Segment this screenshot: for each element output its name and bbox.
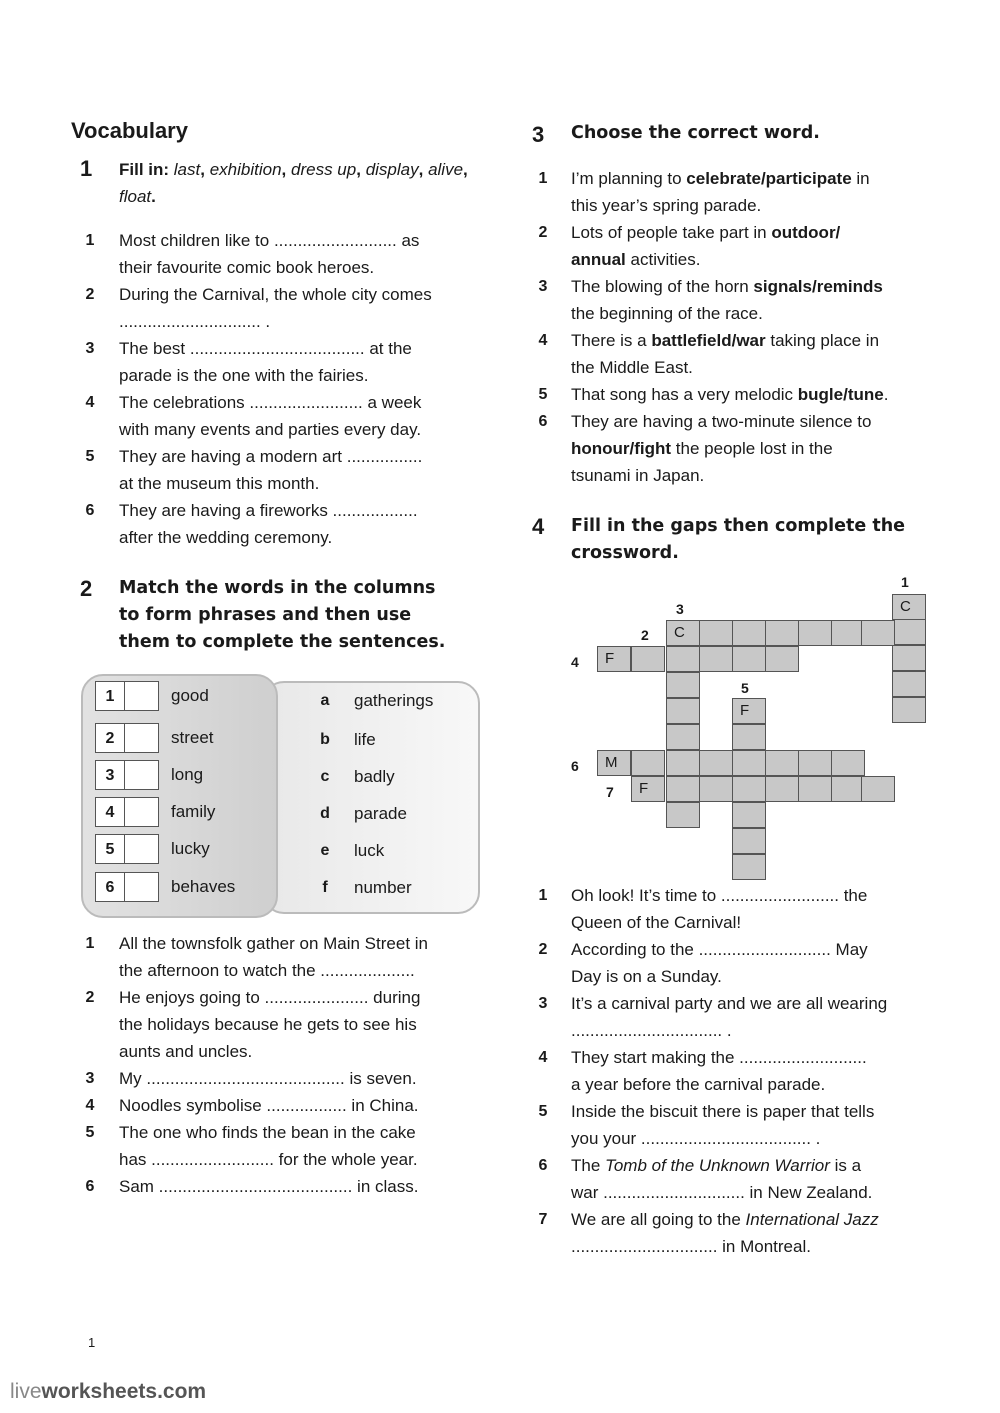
- crossword-cell[interactable]: [892, 697, 926, 723]
- clue-number: 6: [571, 758, 579, 774]
- crossword-cell[interactable]: [666, 672, 700, 698]
- title-line: them to complete the sentences.: [119, 632, 446, 652]
- exercise-item: [80, 1065, 480, 1092]
- item-number: 3: [538, 278, 548, 295]
- match-letter: d: [320, 805, 330, 822]
- item-text: He enjoys going to ...................... during: [119, 988, 421, 1007]
- match-number: 3: [95, 760, 125, 790]
- item-number: 6: [538, 1157, 548, 1174]
- item-text: you your .................................... .: [571, 1129, 821, 1148]
- item-number: 2: [538, 224, 548, 241]
- item-number: 5: [85, 448, 95, 465]
- crossword-cell[interactable]: [732, 802, 766, 828]
- crossword-cell[interactable]: [892, 671, 926, 697]
- item-text: All the townsfolk gather on Main Street in: [119, 934, 428, 953]
- match-number: 1: [95, 681, 125, 711]
- item-number: 6: [538, 413, 548, 430]
- exercise-item: [80, 281, 480, 335]
- match-number: 2: [95, 723, 125, 753]
- item-text: ................................ .: [571, 1021, 732, 1040]
- section-4-title: [571, 513, 905, 567]
- item-number: 5: [538, 386, 548, 403]
- section-1-number: 1: [80, 156, 93, 181]
- item-number: 2: [85, 286, 95, 303]
- item-text: The celebrations ........................ a week: [119, 393, 422, 412]
- item-number: 1: [538, 887, 548, 904]
- crossword-cell[interactable]: [699, 750, 733, 776]
- crossword-cell[interactable]: [699, 646, 733, 672]
- match-number: 5: [95, 834, 125, 864]
- crossword-cell[interactable]: [699, 620, 733, 646]
- clue-number: 7: [606, 784, 614, 800]
- item-text: Inside the biscuit there is paper that tells: [571, 1102, 875, 1121]
- item-text: Queen of the Carnival!: [571, 913, 742, 932]
- item-number: 4: [85, 1097, 95, 1114]
- item-text: their favourite comic book heroes.: [119, 258, 375, 277]
- item-text: The: [571, 1156, 606, 1175]
- item-text: The blowing of the horn: [571, 277, 754, 296]
- section-2-items: [80, 930, 480, 1200]
- item-text: .: [883, 385, 889, 404]
- answer-box[interactable]: [125, 834, 159, 864]
- section-4-items: [533, 882, 933, 1260]
- exercise-item: [533, 1098, 933, 1152]
- item-text: parade is the one with the fairies.: [119, 366, 369, 385]
- exercise-item: [533, 408, 933, 489]
- crossword-cell[interactable]: [666, 646, 700, 672]
- word-bank-item: dress up: [291, 160, 357, 179]
- item-number: 4: [538, 332, 548, 349]
- item-number: 4: [538, 1049, 548, 1066]
- crossword-cell[interactable]: [732, 620, 766, 646]
- exercise-item: [80, 984, 480, 1065]
- crossword-cell[interactable]: [765, 776, 799, 802]
- word-bank-item: display: [365, 160, 419, 179]
- match-word: street: [171, 728, 214, 747]
- section-3-number: 3: [532, 122, 545, 147]
- section-4-number: 4: [532, 514, 545, 539]
- item-text: They start making the ...........................: [571, 1048, 867, 1067]
- crossword-cell[interactable]: [798, 750, 832, 776]
- crossword-cell[interactable]: [732, 828, 766, 854]
- item-text: a year before the carnival parade.: [571, 1075, 826, 1094]
- answer-box[interactable]: [125, 681, 159, 711]
- exercise-item: [80, 930, 480, 984]
- item-text: tsunami in Japan.: [571, 466, 705, 485]
- match-word: number: [354, 878, 412, 897]
- crossword-cell[interactable]: [666, 724, 700, 750]
- exercise-item: [533, 936, 933, 990]
- section-heading-vocabulary: Vocabulary: [71, 118, 188, 143]
- word-choice[interactable]: annual: [571, 250, 626, 269]
- crossword-cell[interactable]: M: [597, 750, 631, 776]
- exercise-item: [80, 1173, 480, 1200]
- answer-box[interactable]: [125, 797, 159, 827]
- item-number: 7: [538, 1211, 548, 1228]
- item-text: activities.: [625, 250, 701, 269]
- crossword-cell[interactable]: [831, 776, 865, 802]
- item-number: 3: [85, 1070, 95, 1087]
- exercise-item: [533, 1206, 933, 1260]
- item-text: During the Carnival, the whole city comes: [119, 285, 432, 304]
- exercise-item: [80, 227, 480, 281]
- section-2-number: 2: [80, 576, 93, 601]
- logo-text-bold: worksheets.com: [41, 1380, 207, 1403]
- item-text-italic: Tomb of the Unknown Warrior: [605, 1156, 830, 1175]
- exercise-item: [80, 389, 480, 443]
- match-number: 6: [95, 872, 125, 902]
- word-choice[interactable]: celebrate/participate: [686, 169, 852, 188]
- exercise-item: [533, 219, 933, 273]
- match-word: good: [171, 686, 209, 705]
- item-text: It’s a carnival party and we are all wearing: [571, 994, 888, 1013]
- exercise-item: [533, 1152, 933, 1206]
- crossword-cell[interactable]: [666, 750, 700, 776]
- crossword-cell[interactable]: [861, 776, 895, 802]
- item-text: My .......................................... is seven.: [119, 1069, 417, 1088]
- logo-text-light: live: [10, 1380, 42, 1403]
- crossword-cell[interactable]: [798, 776, 832, 802]
- match-word: long: [171, 765, 204, 784]
- crossword-cell[interactable]: [666, 698, 700, 724]
- crossword-cell[interactable]: [765, 750, 799, 776]
- item-number: 2: [85, 989, 95, 1006]
- title-line: to form phrases and then use: [119, 605, 412, 625]
- crossword-cell[interactable]: [732, 750, 766, 776]
- crossword-cell[interactable]: [631, 750, 665, 776]
- item-text: Day is on a Sunday.: [571, 967, 722, 986]
- item-text: They are having a two-minute silence to: [571, 412, 872, 431]
- exercise-item: [533, 165, 933, 219]
- item-number: 5: [538, 1103, 548, 1120]
- exercise-item: [80, 1092, 480, 1119]
- crossword-cell[interactable]: [699, 776, 733, 802]
- item-text: That song has a very melodic: [571, 385, 798, 404]
- crossword-cell[interactable]: [765, 646, 799, 672]
- item-text: I’m planning to: [571, 169, 687, 188]
- exercise-item: [533, 882, 933, 936]
- item-text: .............................. .: [119, 312, 271, 331]
- exercise-item: [80, 443, 480, 497]
- item-text: aunts and uncles.: [119, 1042, 253, 1061]
- exercise-item: [533, 327, 933, 381]
- item-text: Sam ......................................... in class.: [119, 1177, 419, 1196]
- item-text: has .......................... for the whole year.: [119, 1150, 418, 1169]
- section-1-instruction: Fill in: last, exhibition, dress up, display, alive, float.: [119, 160, 468, 206]
- match-letter: f: [322, 879, 328, 896]
- exercise-item: [533, 990, 933, 1044]
- crossword-cell[interactable]: [666, 802, 700, 828]
- crossword-cell[interactable]: [732, 646, 766, 672]
- item-text: taking place in: [765, 331, 880, 350]
- item-text: There is a: [571, 331, 652, 350]
- answer-box[interactable]: [125, 723, 159, 753]
- word-bank-item: float: [119, 187, 152, 206]
- crossword-cell[interactable]: [666, 776, 700, 802]
- item-text: According to the ............................ May: [571, 940, 868, 959]
- exercise-item: [80, 335, 480, 389]
- exercise-item: [80, 1119, 480, 1173]
- word-bank-item: last: [173, 160, 201, 179]
- crossword-cell[interactable]: [831, 750, 865, 776]
- site-logo: [10, 1380, 206, 1404]
- item-text: the holidays because he gets to see his: [119, 1015, 417, 1034]
- item-number: 1: [85, 935, 95, 952]
- clue-number: 3: [676, 601, 684, 617]
- item-number: 6: [85, 502, 95, 519]
- word-bank-item: alive: [428, 160, 464, 179]
- fill-in-label: Fill in:: [119, 160, 170, 179]
- clue-number: 4: [571, 654, 579, 670]
- answer-box[interactable]: [125, 760, 159, 790]
- item-number: 3: [85, 340, 95, 357]
- exercise-item: [533, 273, 933, 327]
- item-text: at the museum this month.: [119, 474, 320, 493]
- item-text: We are all going to the: [571, 1210, 746, 1229]
- item-text: The best ..................................... at the: [119, 339, 412, 358]
- item-text: the Middle East.: [571, 358, 693, 377]
- page-number: 1: [88, 1335, 96, 1350]
- item-text: They are having a fireworks ..................: [119, 501, 418, 520]
- match-word: parade: [354, 804, 407, 823]
- item-text: in: [851, 169, 870, 188]
- crossword-cell[interactable]: C: [666, 620, 700, 646]
- crossword-cell[interactable]: [798, 620, 832, 646]
- item-text: the afternoon to watch the ....................: [119, 961, 415, 980]
- word-bank-item: exhibition: [209, 160, 282, 179]
- crossword-cell[interactable]: [732, 854, 766, 880]
- match-word: life: [354, 730, 376, 749]
- crossword-cell[interactable]: F: [732, 698, 766, 724]
- item-text: the people lost in the: [671, 439, 833, 458]
- crossword-cell[interactable]: C: [892, 594, 926, 620]
- clue-number: 5: [741, 680, 749, 696]
- section-1-items: [80, 227, 480, 551]
- crossword-cell[interactable]: [892, 645, 926, 671]
- crossword-cell[interactable]: F: [631, 776, 665, 802]
- item-text: Oh look! It’s time to ......................... the: [571, 886, 868, 905]
- word-choice[interactable]: battlefield/war: [651, 331, 766, 350]
- item-text: The one who finds the bean in the cake: [119, 1123, 416, 1142]
- section-2-title: [119, 575, 499, 656]
- match-number: 4: [95, 797, 125, 827]
- match-word: gatherings: [354, 691, 434, 710]
- item-text: They are having a modern art ................: [119, 447, 423, 466]
- crossword-cell[interactable]: [892, 619, 926, 645]
- crossword-cell[interactable]: [732, 776, 766, 802]
- match-letter: e: [320, 842, 330, 859]
- crossword-cell[interactable]: [631, 646, 665, 672]
- item-number: 2: [538, 941, 548, 958]
- item-text: ............................... in Montreal.: [571, 1237, 811, 1256]
- exercise-item: [80, 497, 480, 551]
- item-text: with many events and parties every day.: [119, 420, 422, 439]
- title-line: Match the words in the columns: [119, 578, 436, 598]
- word-choice[interactable]: honour/fight: [571, 439, 672, 458]
- match-word: behaves: [171, 877, 236, 896]
- item-number: 5: [85, 1124, 95, 1141]
- item-text: Lots of people take part in: [571, 223, 772, 242]
- word-choice[interactable]: outdoor/: [771, 223, 841, 242]
- match-letter: a: [320, 692, 330, 709]
- item-number: 6: [85, 1178, 95, 1195]
- title-line: crossword.: [571, 543, 679, 563]
- title-line: Fill in the gaps then complete the: [571, 516, 906, 536]
- word-choice[interactable]: bugle/tune: [797, 385, 884, 404]
- crossword-cell[interactable]: [831, 620, 865, 646]
- item-number: 1: [538, 170, 548, 187]
- item-text: the beginning of the race.: [571, 304, 763, 323]
- crossword-cell[interactable]: [765, 620, 799, 646]
- word-choice[interactable]: signals/reminds: [753, 277, 883, 296]
- crossword-cell[interactable]: F: [597, 646, 631, 672]
- item-text: war .............................. in New Zealand.: [571, 1183, 873, 1202]
- crossword-cell[interactable]: [732, 724, 766, 750]
- match-letter: c: [320, 768, 330, 785]
- match-word: lucky: [171, 839, 210, 858]
- match-word: badly: [354, 767, 395, 786]
- item-number: 3: [538, 995, 548, 1012]
- crossword-cell[interactable]: [861, 620, 895, 646]
- match-letter: b: [320, 731, 330, 748]
- item-text: this year’s spring parade.: [571, 196, 762, 215]
- match-word: family: [171, 802, 216, 821]
- item-number: 1: [85, 232, 95, 249]
- section-3-items: [533, 165, 933, 489]
- item-number: 4: [85, 394, 95, 411]
- item-text: is a: [829, 1156, 862, 1175]
- match-word: luck: [354, 841, 385, 860]
- section-3-title: Choose the correct word.: [571, 123, 820, 143]
- exercise-item: [533, 381, 933, 408]
- exercise-item: [533, 1044, 933, 1098]
- item-text-italic: International Jazz: [745, 1210, 879, 1229]
- item-text: Noodles symbolise ................. in China.: [119, 1096, 419, 1115]
- clue-number: 1: [901, 574, 909, 590]
- clue-number: 2: [641, 627, 649, 643]
- answer-box[interactable]: [125, 872, 159, 902]
- item-text: after the wedding ceremony.: [119, 528, 333, 547]
- item-text: Most children like to .......................... as: [119, 231, 420, 250]
